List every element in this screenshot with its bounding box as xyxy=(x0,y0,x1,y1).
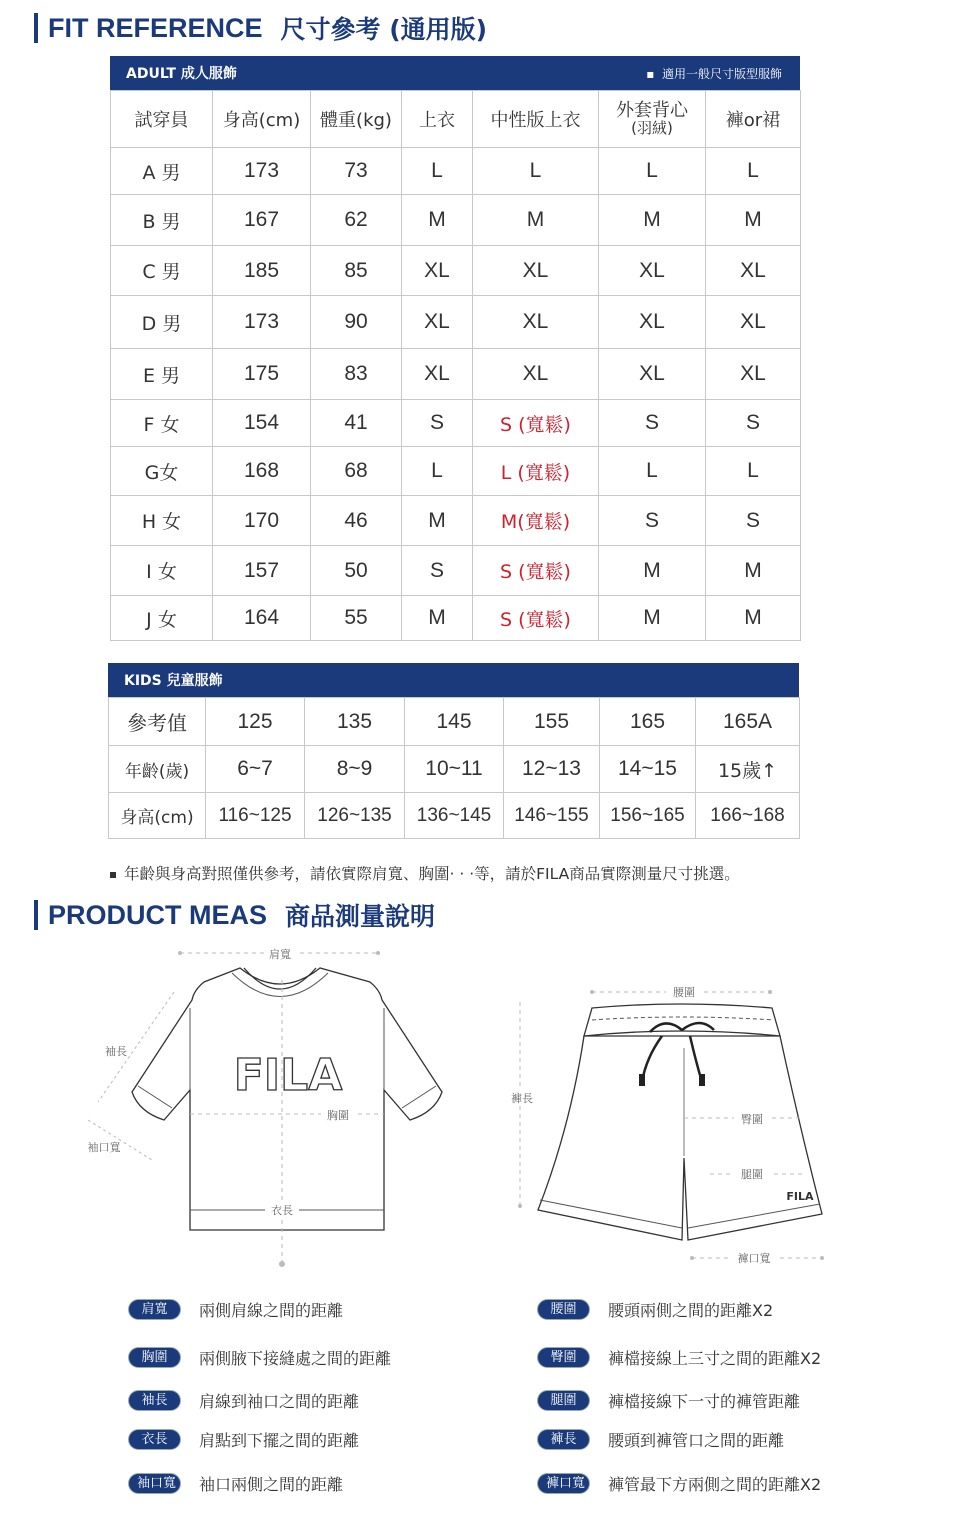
fila-logo-shirt: FILA xyxy=(233,1050,343,1101)
pants-size-cell: S xyxy=(706,496,801,546)
kids-cell: 155 xyxy=(504,698,600,746)
kids-cell: 165 xyxy=(600,698,696,746)
shorts-diagram xyxy=(500,978,840,1278)
unisex-size-cell: M xyxy=(473,195,599,246)
jacket-size-cell: XL xyxy=(599,296,706,349)
kids-cell: 136~145 xyxy=(405,793,504,839)
table-row xyxy=(111,400,801,447)
legend-item xyxy=(537,1346,821,1369)
header-tester: 試穿員 xyxy=(111,91,213,148)
legend-desc: 腰頭到褲管口之間的距離 xyxy=(608,1431,785,1450)
legend-tag: 褲口寬 xyxy=(537,1473,590,1494)
kids-cell: 146~155 xyxy=(504,793,600,839)
length-label: 衣長 xyxy=(271,1204,293,1217)
jacket-size-cell: M xyxy=(599,596,706,641)
pants-size-cell: M xyxy=(706,546,801,596)
height-cell: 154 xyxy=(213,400,311,447)
kids-cell: 156~165 xyxy=(600,793,696,839)
table-row xyxy=(111,148,801,195)
kids-row-label: 參考值 xyxy=(109,698,206,746)
hem-label: 褲口寬 xyxy=(737,1252,771,1265)
kids-cell: 145 xyxy=(405,698,504,746)
tester-cell: I 女 xyxy=(111,546,213,596)
measure-dot xyxy=(820,1256,824,1260)
title-accent-bar xyxy=(34,900,38,930)
kids-row-age xyxy=(109,746,800,793)
cuff-label: 袖口寬 xyxy=(87,1141,121,1154)
legend-item xyxy=(128,1346,391,1369)
header-weight: 體重(kg) xyxy=(311,91,402,148)
kids-cell: 135 xyxy=(305,698,405,746)
kids-cell: 8~9 xyxy=(305,746,405,793)
header-jacket-line2: (羽絨) xyxy=(631,118,673,137)
jacket-size-cell: L xyxy=(599,148,706,195)
weight-cell: 73 xyxy=(311,148,402,195)
table-row xyxy=(111,447,801,496)
fit-title-en: FIT REFERENCE xyxy=(48,12,263,43)
kids-cell: 116~125 xyxy=(206,793,305,839)
table-row xyxy=(111,246,801,296)
legend-tag: 臀圍 xyxy=(537,1347,590,1368)
measure-dot xyxy=(376,951,380,955)
unisex-size-cell: S (寬鬆) xyxy=(473,546,599,596)
top-size-cell: M xyxy=(402,596,473,641)
jacket-size-cell: XL xyxy=(599,246,706,296)
kids-cell: 126~135 xyxy=(305,793,405,839)
kids-cell: 166~168 xyxy=(696,793,800,839)
chest-label: 胸圍 xyxy=(327,1109,349,1122)
legend-tag: 肩寬 xyxy=(128,1299,181,1320)
table-row xyxy=(111,596,801,641)
kids-cell: 6~7 xyxy=(206,746,305,793)
top-size-cell: M xyxy=(402,195,473,246)
top-size-cell: XL xyxy=(402,349,473,400)
kids-size-table xyxy=(108,697,800,839)
pants-size-cell: S xyxy=(706,400,801,447)
kids-band xyxy=(108,663,799,697)
top-size-cell: XL xyxy=(402,246,473,296)
height-cell: 164 xyxy=(213,596,311,641)
unisex-size-cell: XL xyxy=(473,296,599,349)
top-size-cell: XL xyxy=(402,296,473,349)
height-cell: 167 xyxy=(213,195,311,246)
unisex-size-cell: L xyxy=(473,148,599,195)
legend-item xyxy=(128,1428,359,1451)
table-row xyxy=(111,496,801,546)
legend-tag: 腰圍 xyxy=(537,1299,590,1320)
legend-item xyxy=(128,1389,359,1412)
tester-cell: F 女 xyxy=(111,400,213,447)
weight-cell: 85 xyxy=(311,246,402,296)
weight-cell: 68 xyxy=(311,447,402,496)
weight-cell: 41 xyxy=(311,400,402,447)
table-row xyxy=(111,349,801,400)
meas-title-zh: 商品測量說明 xyxy=(285,902,436,931)
kids-row-label: 年齡(歲) xyxy=(109,746,206,793)
weight-cell: 83 xyxy=(311,349,402,400)
legend-desc: 褲檔接線下一寸的褲管距離 xyxy=(608,1392,801,1411)
legend-tag: 胸圍 xyxy=(128,1347,181,1368)
size-disclaimer-text: 年齡與身高對照僅供參考，請依實際肩寬、胸圍· · ·等，請於FILA商品實際測量尺寸挑選。 xyxy=(124,865,740,883)
top-size-cell: L xyxy=(402,447,473,496)
header-unisex-top: 中性版上衣 xyxy=(473,91,599,148)
height-cell: 173 xyxy=(213,296,311,349)
unisex-size-cell: M(寬鬆) xyxy=(473,496,599,546)
measure-dot xyxy=(590,990,594,994)
product-meas-title xyxy=(34,897,435,933)
unisex-size-cell: XL xyxy=(473,349,599,400)
pants-size-cell: M xyxy=(706,596,801,641)
tester-cell: C 男 xyxy=(111,246,213,296)
adult-band-note-text: 適用一般尺寸版型服飾 xyxy=(661,66,782,81)
measure-dot xyxy=(768,990,772,994)
sleeve-label: 袖長 xyxy=(105,1045,127,1058)
kids-row-label: 身高(cm) xyxy=(109,793,206,839)
weight-cell: 55 xyxy=(311,596,402,641)
height-cell: 170 xyxy=(213,496,311,546)
weight-cell: 50 xyxy=(311,546,402,596)
hip-label: 臀圍 xyxy=(741,1113,763,1126)
drawstring-tip xyxy=(639,1074,645,1086)
legend-desc: 腰頭兩側之間的距離X2 xyxy=(608,1301,774,1320)
kids-row-reference xyxy=(109,698,800,746)
kids-cell: 125 xyxy=(206,698,305,746)
header-jacket-line1: 外套背心 xyxy=(616,99,688,121)
height-cell: 173 xyxy=(213,148,311,195)
adult-size-table xyxy=(110,90,801,641)
header-top: 上衣 xyxy=(402,91,473,148)
legend-desc: 肩線到袖口之間的距離 xyxy=(199,1392,360,1411)
legend-item xyxy=(537,1428,784,1451)
shorts-body-outline xyxy=(538,1036,822,1240)
unisex-size-cell: S (寬鬆) xyxy=(473,400,599,447)
kids-band-label: KIDS 兒童服飾 xyxy=(124,673,223,689)
top-size-cell: M xyxy=(402,496,473,546)
fila-logo-shorts: FILA xyxy=(786,1190,814,1203)
legend-item xyxy=(537,1389,800,1412)
tester-cell: E 男 xyxy=(111,349,213,400)
bullet-square xyxy=(110,872,116,878)
height-cell: 185 xyxy=(213,246,311,296)
jacket-size-cell: M xyxy=(599,195,706,246)
height-cell: 175 xyxy=(213,349,311,400)
legend-desc: 兩側肩線之間的距離 xyxy=(199,1301,344,1320)
fit-title-zh: 尺寸參考 (通用版) xyxy=(280,15,488,44)
unisex-size-cell: XL xyxy=(473,246,599,296)
adult-band-label: ADULT 成人服飾 xyxy=(126,66,237,82)
legend-tag: 袖口寬 xyxy=(128,1473,181,1494)
adult-band xyxy=(110,56,800,90)
pants-size-cell: XL xyxy=(706,296,801,349)
title-accent-bar xyxy=(34,13,38,43)
height-cell: 157 xyxy=(213,546,311,596)
tester-cell: B 男 xyxy=(111,195,213,246)
tester-cell: G女 xyxy=(111,447,213,496)
thigh-label: 腿圍 xyxy=(741,1168,763,1181)
jacket-size-cell: S xyxy=(599,496,706,546)
legend-tag: 腿圍 xyxy=(537,1390,590,1411)
meas-title-en: PRODUCT MEAS xyxy=(48,899,268,930)
size-disclaimer xyxy=(110,862,740,884)
drawstring-tip xyxy=(699,1074,705,1086)
pants-size-cell: L xyxy=(706,447,801,496)
measure-dot xyxy=(279,1261,285,1267)
unisex-size-cell: L (寬鬆) xyxy=(473,447,599,496)
top-size-cell: S xyxy=(402,400,473,447)
legend-tag: 袖長 xyxy=(128,1390,181,1411)
tshirt-diagram xyxy=(80,940,460,1280)
unisex-size-cell: S (寬鬆) xyxy=(473,596,599,641)
legend-item xyxy=(537,1472,821,1495)
pants-size-cell: M xyxy=(706,195,801,246)
kids-row-height xyxy=(109,793,800,839)
measure-dot xyxy=(690,1256,694,1260)
jacket-size-cell: XL xyxy=(599,349,706,400)
pants-size-cell: XL xyxy=(706,246,801,296)
tester-cell: H 女 xyxy=(111,496,213,546)
top-size-cell: L xyxy=(402,148,473,195)
top-size-cell: S xyxy=(402,546,473,596)
kids-cell: 10~11 xyxy=(405,746,504,793)
legend-desc: 肩點到下擺之間的距離 xyxy=(199,1431,360,1450)
kids-cell: 12~13 xyxy=(504,746,600,793)
pants-length-label: 褲長 xyxy=(511,1092,533,1105)
legend-item xyxy=(128,1298,343,1321)
waist-label: 腰圍 xyxy=(673,986,695,999)
measure-dot xyxy=(178,951,182,955)
pants-size-cell: L xyxy=(706,148,801,195)
weight-cell: 46 xyxy=(311,496,402,546)
header-height: 身高(cm) xyxy=(213,91,311,148)
legend-tag: 衣長 xyxy=(128,1429,181,1450)
jacket-size-cell: L xyxy=(599,447,706,496)
legend-desc: 兩側腋下接縫處之間的距離 xyxy=(199,1349,392,1368)
header-jacket xyxy=(599,91,706,148)
kids-cell: 165A xyxy=(696,698,800,746)
adult-band-note: ▪ 適用一般尺寸版型服飾 xyxy=(646,66,782,81)
shoulder-label: 肩寬 xyxy=(269,948,291,961)
legend-tag: 褲長 xyxy=(537,1429,590,1450)
pants-size-cell: XL xyxy=(706,349,801,400)
weight-cell: 62 xyxy=(311,195,402,246)
tester-cell: J 女 xyxy=(111,596,213,641)
weight-cell: 90 xyxy=(311,296,402,349)
tester-cell: A 男 xyxy=(111,148,213,195)
table-row xyxy=(111,546,801,596)
legend-desc: 袖口兩側之間的距離 xyxy=(199,1475,344,1494)
kids-cell: 14~15 xyxy=(600,746,696,793)
measure-dot xyxy=(518,1204,522,1208)
header-pants: 褲or裙 xyxy=(706,91,801,148)
legend-item xyxy=(537,1298,773,1321)
adult-header-row xyxy=(111,91,801,148)
jacket-size-cell: S xyxy=(599,400,706,447)
table-row xyxy=(111,296,801,349)
legend-desc: 褲管最下方兩側之間的距離X2 xyxy=(608,1475,822,1494)
kids-cell: 15歲↑ xyxy=(696,746,800,793)
table-row xyxy=(111,195,801,246)
legend-item xyxy=(128,1472,343,1495)
height-cell: 168 xyxy=(213,447,311,496)
cuff-measure-line xyxy=(88,1120,152,1160)
jacket-size-cell: M xyxy=(599,546,706,596)
tester-cell: D 男 xyxy=(111,296,213,349)
fit-reference-title xyxy=(34,10,487,46)
legend-desc: 褲檔接線上三寸之間的距離X2 xyxy=(608,1349,822,1368)
